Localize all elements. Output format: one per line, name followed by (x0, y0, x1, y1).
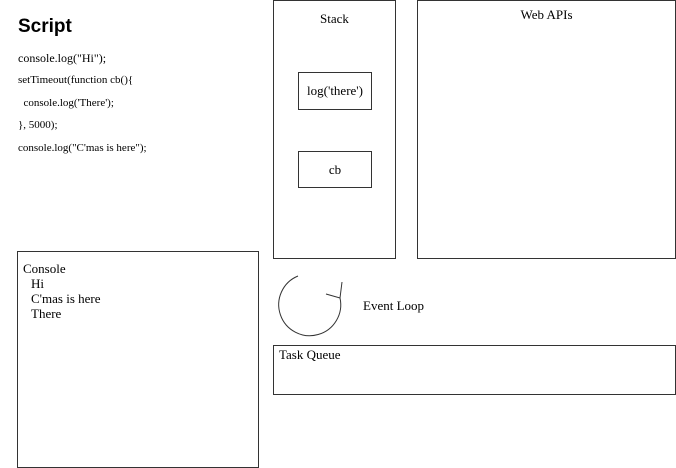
script-line-4: }, 5000); (18, 119, 58, 131)
console-line-2: C'mas is here (31, 291, 101, 306)
console-line-1: Hi (31, 276, 44, 291)
console-line-3: There (31, 306, 62, 321)
script-line-1: console.log("Hi"); (18, 51, 107, 65)
script-title: Script (18, 16, 72, 37)
circular-arrow-icon (270, 268, 350, 340)
stack-title: Stack (320, 11, 349, 26)
task-queue-box (273, 345, 676, 395)
web-apis-title: Web APIs (520, 7, 573, 22)
script-line-2: setTimeout(function cb(){ (18, 74, 134, 86)
script-line-3: console.log('There'); (18, 97, 114, 109)
stack-frame-cb: cb (298, 151, 372, 188)
console-title: Console (23, 261, 66, 276)
script-line-5: console.log("C'mas is here"); (18, 142, 147, 154)
stack-box (273, 0, 396, 259)
task-queue-title: Task Queue (279, 347, 341, 362)
stack-frame-log-there: log('there') (298, 72, 372, 110)
console-box (17, 251, 259, 468)
web-apis-box (417, 0, 676, 259)
event-loop-label: Event Loop (363, 298, 425, 313)
